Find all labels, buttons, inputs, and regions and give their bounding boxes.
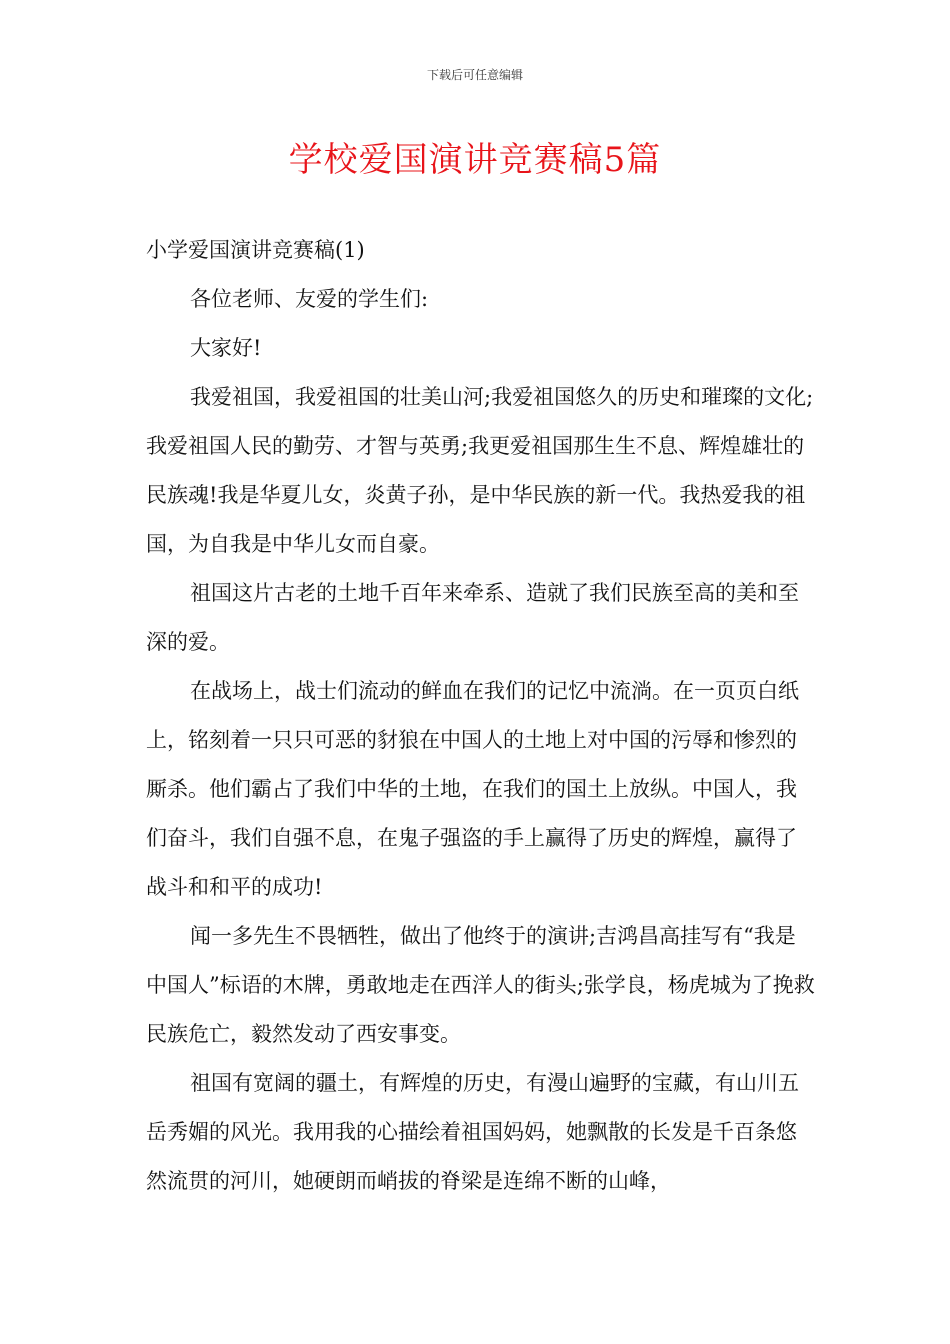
- paragraph-ancient-land: 祖国这片古老的土地千百年来牵系、造就了我们民族至高的美和至深的爱。: [146, 581, 799, 654]
- paragraph-greeting: 各位老师、友爱的学生们:: [190, 287, 429, 311]
- document-body: [146, 226, 816, 1206]
- paragraph-heroes: 闻一多先生不畏牺牲，做出了他终于的演讲;吉鸿昌高挂写有“我是中国人”标语的木牌，勇敢地走在西洋人的街头;张学良，杨虎城为了挽救民族危亡，毅然发动了西安事变。: [146, 924, 815, 1046]
- paragraph-battlefield: 在战场上，战士们流动的鲜血在我们的记忆中流淌。在一页页白纸上，铭刻着一只只可恶的豺狼在中国人的土地上对中国的污辱和惨烈的厮杀。他们霸占了我们中华的土地，在我们的国土上放纵。中国人，我们奋斗，我们自强不息，在鬼子强盗的手上赢得了历史的辉煌，赢得了战斗和和平的成功!: [146, 679, 799, 899]
- paragraph-hello: 大家好!: [190, 336, 262, 360]
- document-title: 学校爱国演讲竞赛稿5篇: [288, 140, 662, 180]
- paragraph-vast-land: 祖国有宽阔的疆土，有辉煌的历史，有漫山遍野的宝藏，有山川五岳秀媚的风光。我用我的心描绘着祖国妈妈，她飘散的长发是千百条悠然流贯的河川，她硬朗而峭拔的脊梁是连绵不断的山峰，: [146, 1071, 799, 1193]
- section-heading: 小学爱国演讲竞赛稿(1): [146, 238, 365, 262]
- header-note: 下载后可任意编辑: [426, 68, 523, 82]
- paragraph-love-motherland: 我爱祖国，我爱祖国的壮美山河;我爱祖国悠久的历史和璀璨的文化;我爱祖国人民的勤劳、才智与英勇;我更爱祖国那生生不息、辉煌雄壮的民族魂!我是华夏儿女，炎黄子孙，是中华民族的新一代。我热爱我的祖国，为自我是中华儿女而自豪。: [146, 385, 814, 556]
